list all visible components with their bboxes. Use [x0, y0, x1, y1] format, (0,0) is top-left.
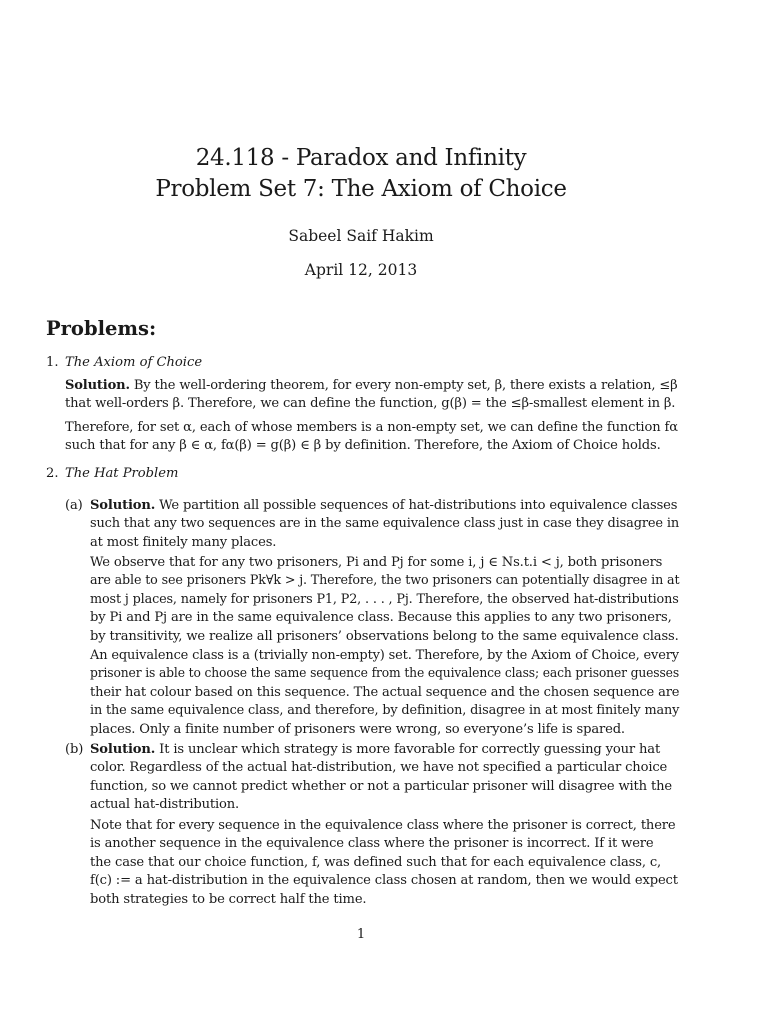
text-line: An equivalence class is a (trivially non-empty) set. Therefore, by the Axiom of Choice, every: [90, 648, 679, 663]
subpart-a-paragraph-3: [90, 647, 679, 739]
solution-label: Solution.: [90, 498, 156, 513]
text-line: Note that for every sequence in the equivalence class where the prisoner is correct, there: [90, 818, 676, 833]
problem-1-paragraph-2: [65, 419, 678, 456]
subpart-a-paragraph-2: [90, 554, 679, 646]
text-line: by Pi and Pj are in the same equivalence class. Because this applies to any two prisoners,: [90, 610, 672, 626]
text-line: by transitivity, we realize all prisoners’ observations belong to the same equivalence class.: [90, 628, 679, 644]
section-heading: Problems:: [46, 317, 157, 340]
solution-label: Solution.: [65, 378, 130, 393]
text-line: Solution. We partition all possible sequences of hat-distributions into equivalence classes: [90, 498, 678, 513]
text-line: places. Only a finite number of prisoners were wrong, so everyone’s life is spared.: [90, 721, 625, 737]
text-line: is another sequence in the equivalence class where the prisoner is incorrect. If it were: [90, 836, 654, 852]
text-line: Solution. It is unclear which strategy is more favorable for correctly guessing your hat: [90, 742, 661, 757]
subpart-b-paragraph-2: [90, 817, 679, 909]
text-line: both strategies to be correct half the time.: [90, 891, 367, 907]
title-line-1: 24.118 - Paradox and Infinity: [195, 145, 527, 171]
text-line: at most finitely many places.: [90, 534, 277, 550]
text-line: We observe that for any two prisoners, Pi and Pj for some i, j ∈ Ns.t.i < j, both prisoners: [90, 555, 663, 570]
problem-2-title: The Hat Problem: [65, 466, 179, 481]
text-line: in the same equivalence class, and therefore, by definition, disagree in at most finitely many: [90, 703, 680, 719]
document-title: [0, 143, 722, 205]
solution-label: Solution.: [90, 742, 156, 757]
document-date: April 12, 2013: [304, 261, 418, 279]
subpart-a-paragraph-1: [90, 497, 679, 552]
text-line: f(c) := a hat-distribution in the equivalence class chosen at random, then we would expect: [90, 873, 678, 889]
text-line: the case that our choice function, f, was defined such that for each equivalence class, c,: [90, 854, 662, 870]
text-line: actual hat-distribution.: [90, 797, 240, 813]
text-line: prisoner is able to choose the same sequence from the equivalence class; each prisoner guesses: [90, 666, 680, 682]
text-line: such that for any β ∈ α, fα(β) = g(β) ∈ β by definition. Therefore, the Axiom of Choice holds.: [65, 438, 661, 454]
text-line: Solution. By the well-ordering theorem, for every non-empty set, β, there exists a relation, ≤β: [65, 378, 678, 393]
problem-1-title: The Axiom of Choice: [65, 355, 203, 370]
problem-1-number: 1.: [46, 355, 59, 370]
problem-1-solution-paragraph: [65, 377, 678, 414]
problem-2-number: 2.: [46, 466, 59, 481]
subpart-b-label: (b): [65, 742, 84, 757]
text-line: such that any two sequences are in the same equivalence class just in case they disagree in: [90, 516, 680, 532]
text-line: color. Regardless of the actual hat-distribution, we have not specified a particular choice: [90, 760, 668, 776]
author-name: Sabeel Saif Hakim: [288, 227, 434, 245]
text-line: that well-orders β. Therefore, we can define the function, g(β) = the ≤β-smallest element in β.: [65, 396, 676, 412]
text-line: Therefore, for set α, each of whose members is a non-empty set, we can define the function fα: [65, 420, 678, 435]
subpart-a-label: (a): [65, 498, 83, 513]
title-line-2: Problem Set 7: The Axiom of Choice: [155, 176, 567, 202]
text-line: function, so we cannot predict whether or not a particular prisoner will disagree with the: [90, 778, 672, 794]
text-line: are able to see prisoners Pk∀k > j. Therefore, the two prisoners can potentially disagree in at: [90, 573, 680, 589]
subpart-b-paragraph-1: [90, 741, 679, 815]
page-number: 1: [356, 927, 366, 942]
text-line: most j places, namely for prisoners P1, P2, . . . , Pj. Therefore, the observed hat-distributions: [90, 591, 679, 607]
text-line: their hat colour based on this sequence. The actual sequence and the chosen sequence are: [90, 684, 680, 700]
